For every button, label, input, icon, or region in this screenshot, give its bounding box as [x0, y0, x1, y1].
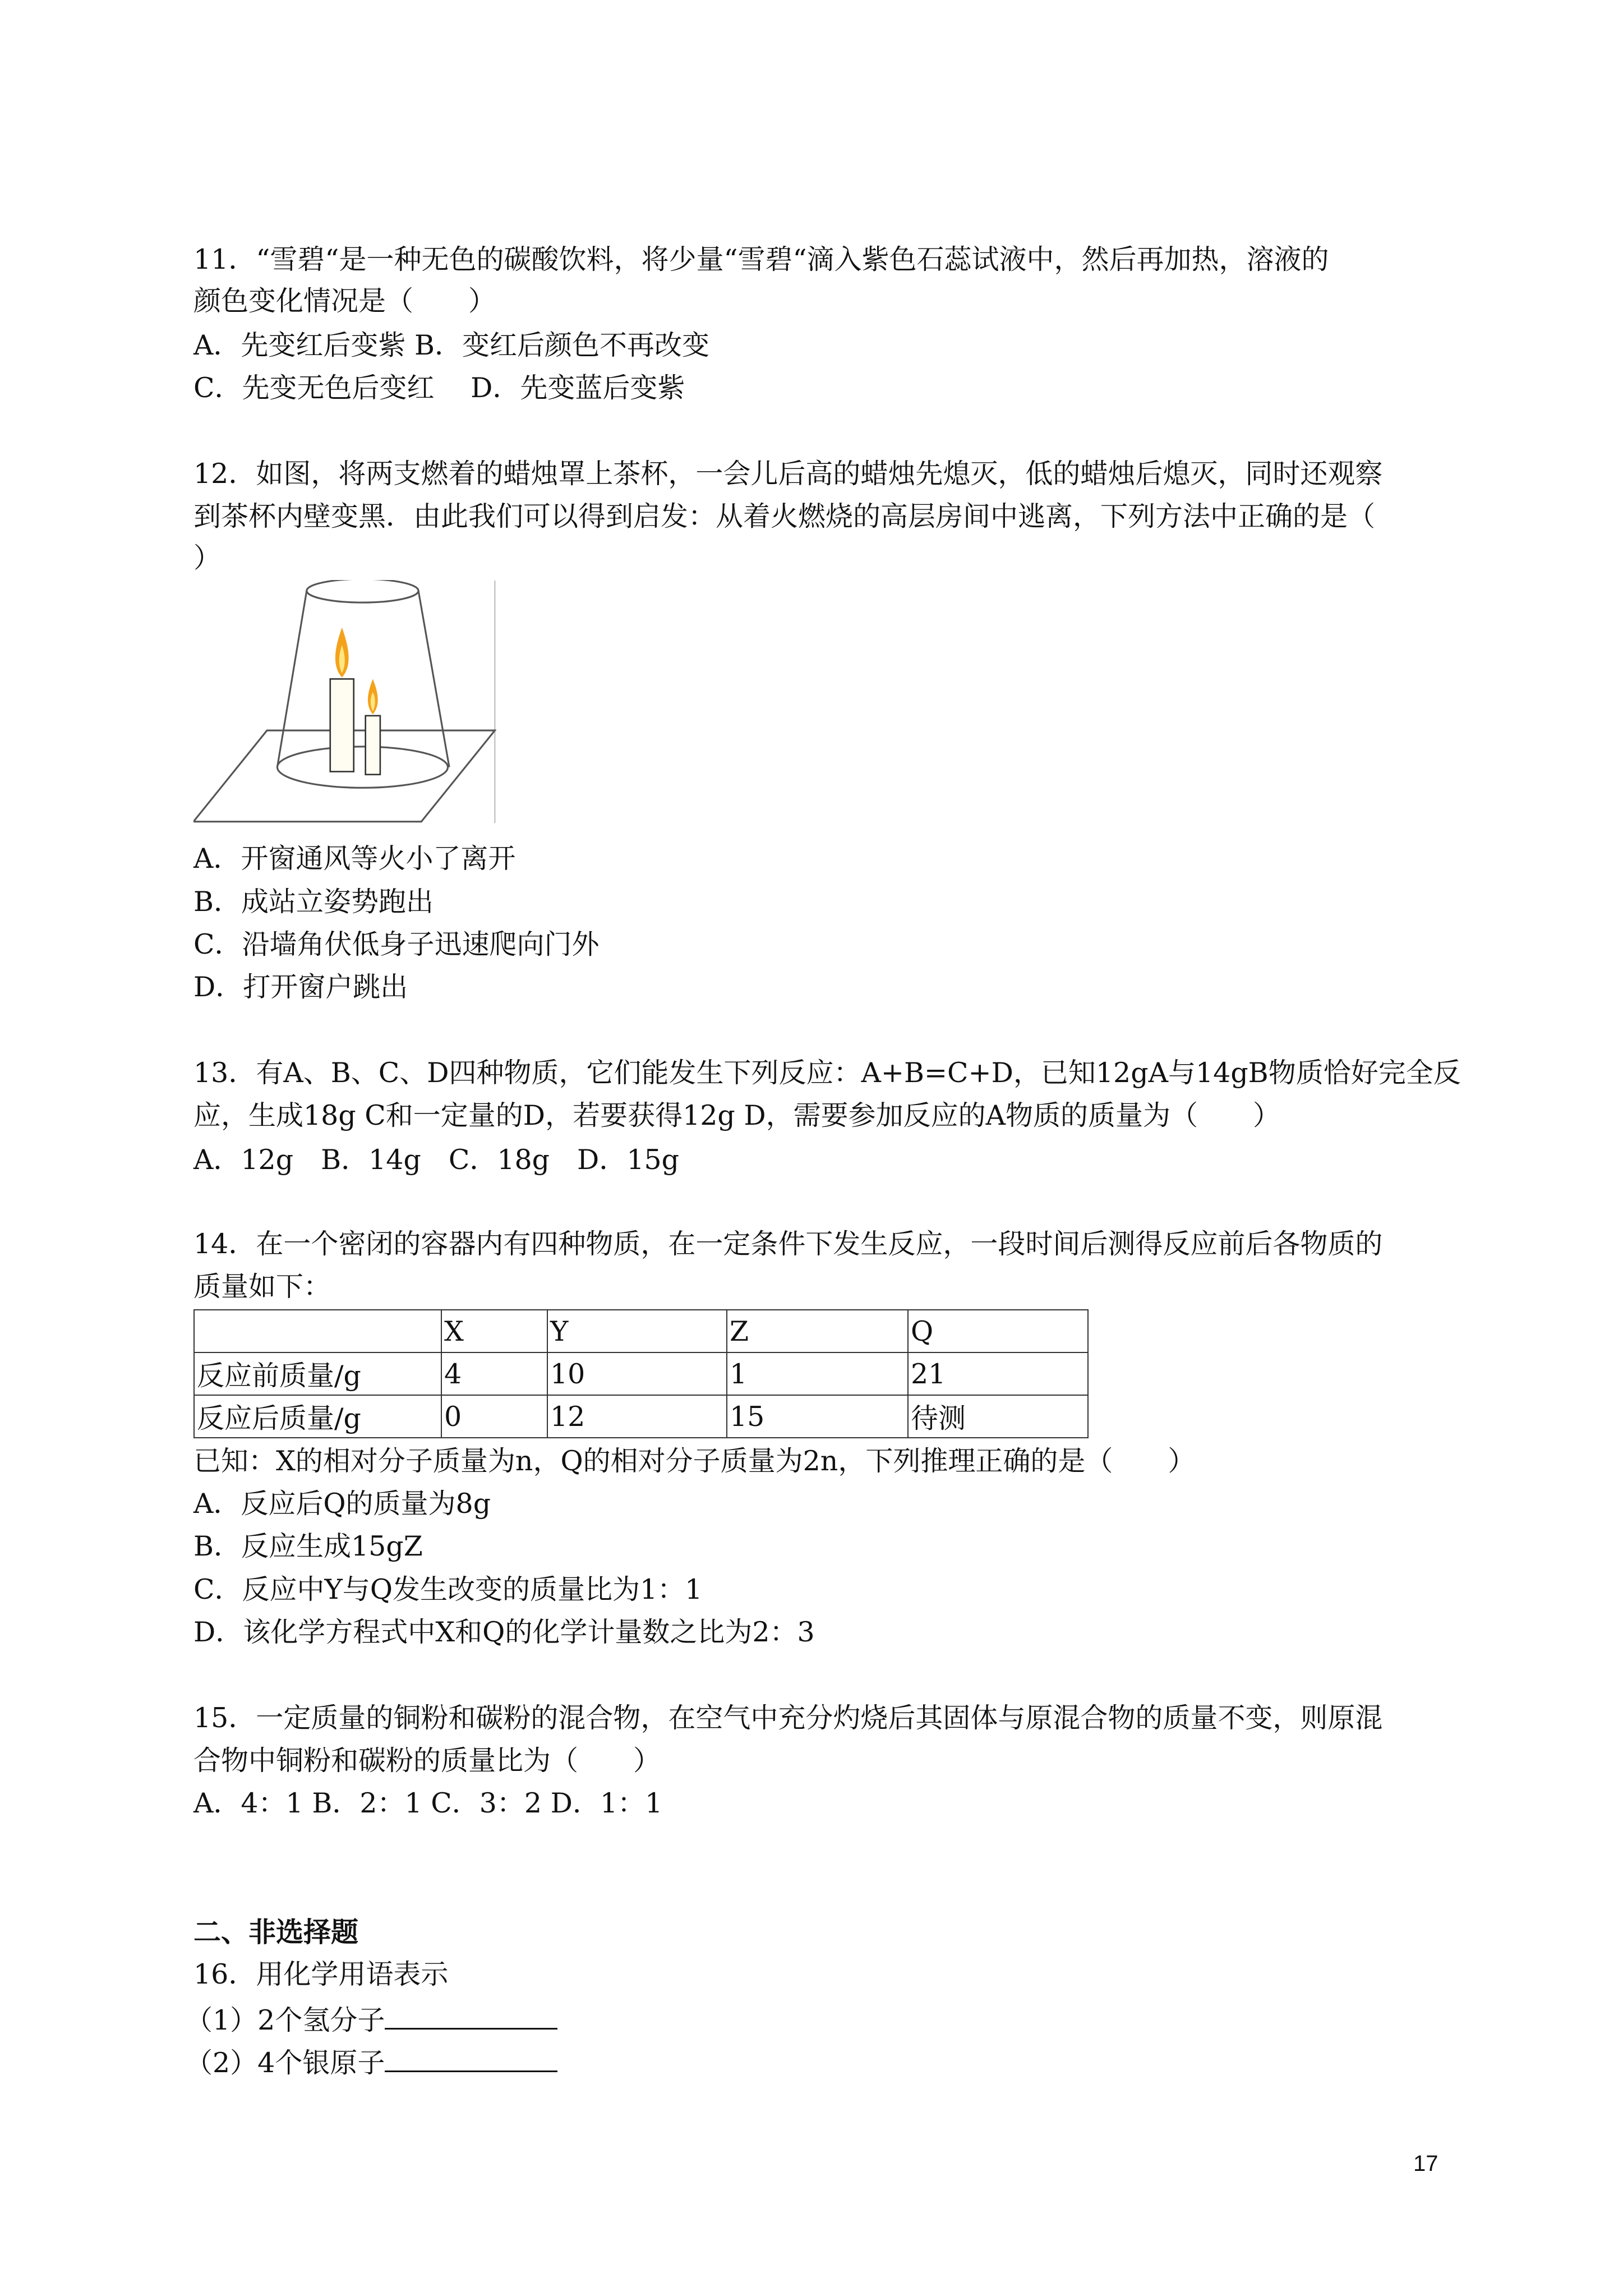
q12-option-c: C．沿墙角伏低身子迅速爬向门外: [193, 928, 600, 960]
table-cell: 21: [908, 1352, 1088, 1395]
candle-cup-figure: [193, 580, 496, 823]
table-cell: [194, 1310, 441, 1352]
answer-blank[interactable]: [385, 2044, 557, 2072]
q12-line2: 到茶杯内壁变黑．由此我们可以得到启发：从着火燃烧的高层房间中逃离，下列方法中正确的是（: [193, 500, 1376, 532]
q14-option-a: A．反应后Q的质量为8g: [193, 1488, 491, 1520]
mass-table: [193, 1309, 1089, 1438]
table-cell: 0: [441, 1395, 547, 1438]
section-title: 二、非选择题: [193, 1916, 359, 1948]
q12-option-d: D．打开窗户跳出: [193, 971, 408, 1003]
q15-options: A．4：1 B．2：1 C．3：2 D．1：1: [193, 1787, 663, 1819]
table-cell: X: [441, 1310, 547, 1352]
table-cell: Z: [727, 1310, 908, 1352]
q15-line1: 15．一定质量的铜粉和碳粉的混合物，在空气中充分灼烧后其固体与原混合物的质量不变，则原混: [193, 1702, 1383, 1734]
q14-line2: 质量如下：: [193, 1271, 331, 1303]
q14-option-c: C．反应中Y与Q发生改变的质量比为1：1: [193, 1573, 703, 1605]
q16-part1-label: （1）2个氢分子: [185, 2004, 385, 2036]
q13-line1: 13．有A、B、C、D四种物质，它们能发生下列反应：A+B=C+D，已知12gA与14gB物质恰好完全反: [193, 1057, 1461, 1089]
q14-option-d: D．该化学方程式中X和Q的化学计量数之比为2：3: [193, 1616, 815, 1648]
table-cell: 1: [727, 1352, 908, 1395]
table-cell: 反应后质量/g: [194, 1395, 441, 1438]
table-cell: 待测: [908, 1395, 1088, 1438]
q11-options-ab: A．先变红后变紫 B．变红后颜色不再改变: [193, 329, 709, 361]
q14-line1: 14．在一个密闭的容器内有四种物质，在一定条件下发生反应，一段时间后测得反应前后各物质的: [193, 1228, 1383, 1260]
table-header-row: [194, 1310, 1088, 1352]
q13-line2: 应，生成18g C和一定量的D，若要获得12g D，需要参加反应的A物质的质量为（ ）: [193, 1099, 1281, 1131]
q12-option-b: B．成站立姿势跑出: [193, 886, 434, 918]
page-number: 17: [1413, 2151, 1438, 2176]
q16-part1: [185, 2001, 557, 2037]
table-cell: 4: [441, 1352, 547, 1395]
q16-part2-label: （2）4个银原子: [185, 2047, 385, 2079]
table-cell: Q: [908, 1310, 1088, 1352]
table-cell: 反应前质量/g: [194, 1352, 441, 1395]
q16-part2: [185, 2044, 557, 2080]
table-cell: 15: [727, 1395, 908, 1438]
answer-blank[interactable]: [385, 2001, 557, 2030]
q11-line1: 11．“雪碧“是一种无色的碳酸饮料，将少量“雪碧“滴入紫色石蕊试液中，然后再加热，溶液的: [193, 243, 1329, 275]
q11-options-cd: C．先变无色后变红 D．先变蓝后变紫: [193, 372, 685, 404]
q16-line1: 16．用化学用语表示: [193, 1958, 449, 1990]
table-row: [194, 1395, 1088, 1438]
q11-line2: 颜色变化情况是（ ）: [193, 285, 496, 317]
q15-line2: 合物中铜粉和碳粉的质量比为（ ）: [193, 1745, 661, 1777]
q14-line3: 已知：X的相对分子质量为n，Q的相对分子质量为2n，下列推理正确的是（ ）: [193, 1445, 1196, 1477]
q13-options: A．12g B．14g C．18g D．15g: [193, 1144, 680, 1176]
q14-option-b: B．反应生成15gZ: [193, 1530, 423, 1562]
table-cell: Y: [547, 1310, 727, 1352]
q12-option-a: A．开窗通风等火小了离开: [193, 843, 516, 875]
table-cell: 12: [547, 1395, 727, 1438]
q12-line1: 12．如图，将两支燃着的蜡烛罩上茶杯，一会儿后高的蜡烛先熄灭，低的蜡烛后熄灭，同时还观察: [193, 458, 1383, 490]
table-cell: 10: [547, 1352, 727, 1395]
table-row: [194, 1352, 1088, 1395]
q12-line3: ）: [193, 542, 222, 574]
